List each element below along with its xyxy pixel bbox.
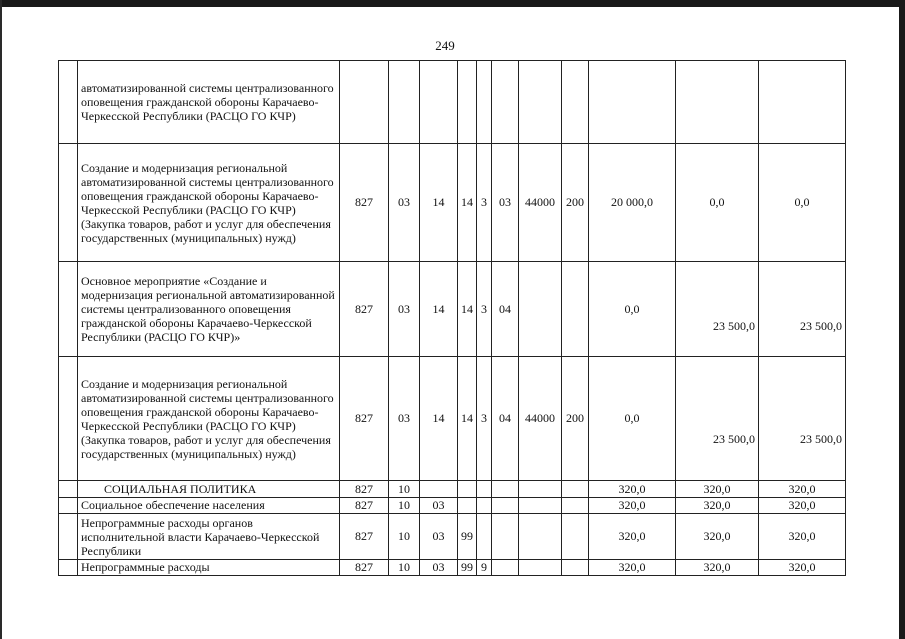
item-name: Создание и модернизация региональной автоматизированной системы централизованного оповещения гражданской обороны Карачаево-Черкесской Республики (РАСЦО ГО КЧР) (Закупка товаров, работ и услуг для обеспечения государственных (муниципальных) нужд)	[78, 357, 340, 481]
cell-sum-1: 0,0	[589, 262, 676, 357]
row-marker-cell	[59, 498, 78, 514]
scan-border-left	[0, 0, 10, 639]
cell-sum-3: 320,0	[759, 498, 846, 514]
cell-event	[492, 560, 519, 576]
cell-gr: 827	[340, 498, 389, 514]
item-name: СОЦИАЛЬНАЯ ПОЛИТИКА	[78, 481, 340, 498]
cell-pr: 14	[420, 357, 458, 481]
cell-sum-1	[589, 61, 676, 144]
cell-sum-1: 320,0	[589, 560, 676, 576]
cell-rz: 10	[389, 498, 420, 514]
cell-program: 99	[458, 514, 477, 560]
row-marker-cell	[59, 560, 78, 576]
item-name: Социальное обеспечение населения	[78, 498, 340, 514]
cell-subprogram	[477, 481, 492, 498]
cell-vr	[562, 481, 589, 498]
cell-sum-2: 0,0	[676, 144, 759, 262]
cell-vr: 200	[562, 357, 589, 481]
row-marker-cell	[59, 481, 78, 498]
cell-program: 14	[458, 262, 477, 357]
cell-rz: 03	[389, 144, 420, 262]
cell-subprogram: 9	[477, 560, 492, 576]
cell-sum-1: 0,0	[589, 357, 676, 481]
table-row	[59, 262, 846, 357]
cell-subprogram: 3	[477, 357, 492, 481]
cell-sum-2: 320,0	[676, 560, 759, 576]
cell-subprogram: 3	[477, 144, 492, 262]
cell-gr: 827	[340, 560, 389, 576]
cell-event	[492, 481, 519, 498]
row-marker-cell	[59, 61, 78, 144]
cell-event: 04	[492, 357, 519, 481]
cell-vr: 200	[562, 144, 589, 262]
budget-table	[58, 60, 846, 576]
cell-pr: 14	[420, 262, 458, 357]
cell-rz: 10	[389, 560, 420, 576]
cell-sum-3	[759, 61, 846, 144]
cell-vr	[562, 560, 589, 576]
cell-rz	[389, 61, 420, 144]
cell-sum-2: 320,0	[676, 481, 759, 498]
cell-sum-2: 320,0	[676, 514, 759, 560]
cell-gr	[340, 61, 389, 144]
cell-event: 04	[492, 262, 519, 357]
cell-event	[492, 61, 519, 144]
cell-vr	[562, 498, 589, 514]
row-marker-cell	[59, 144, 78, 262]
cell-pr: 14	[420, 144, 458, 262]
cell-sum-3: 320,0	[759, 514, 846, 560]
row-marker-cell	[59, 514, 78, 560]
cell-rz: 03	[389, 357, 420, 481]
cell-direction	[519, 498, 562, 514]
cell-sum-2: 23 500,0	[676, 262, 759, 357]
page-number: 249	[435, 38, 455, 53]
cell-pr: 03	[420, 560, 458, 576]
cell-direction	[519, 514, 562, 560]
cell-sum-3: 320,0	[759, 560, 846, 576]
cell-direction	[519, 560, 562, 576]
cell-sum-3: 23 500,0	[759, 357, 846, 481]
table-row	[59, 144, 846, 262]
cell-pr	[420, 481, 458, 498]
cell-sum-2: 320,0	[676, 498, 759, 514]
table-row	[59, 357, 846, 481]
cell-rz: 03	[389, 262, 420, 357]
cell-sum-1: 320,0	[589, 498, 676, 514]
cell-rz: 10	[389, 481, 420, 498]
cell-vr	[562, 514, 589, 560]
cell-subprogram: 3	[477, 262, 492, 357]
cell-sum-1: 20 000,0	[589, 144, 676, 262]
cell-sum-2: 23 500,0	[676, 357, 759, 481]
cell-gr: 827	[340, 262, 389, 357]
cell-program: 14	[458, 144, 477, 262]
table-row	[59, 481, 846, 498]
cell-event: 03	[492, 144, 519, 262]
cell-direction	[519, 262, 562, 357]
scan-border-right	[899, 0, 905, 639]
cell-gr: 827	[340, 514, 389, 560]
cell-rz: 10	[389, 514, 420, 560]
cell-vr	[562, 262, 589, 357]
table-row	[59, 61, 846, 144]
cell-sum-2	[676, 61, 759, 144]
cell-gr: 827	[340, 357, 389, 481]
table-row	[59, 514, 846, 560]
cell-pr	[420, 61, 458, 144]
cell-sum-1: 320,0	[589, 481, 676, 498]
cell-gr: 827	[340, 481, 389, 498]
cell-program	[458, 61, 477, 144]
item-name: Основное мероприятие «Создание и модернизация региональной автоматизированной системы централизованного оповещения гражданской обороны Карачаево-Черкесской Республики (РАСЦО ГО КЧР)»	[78, 262, 340, 357]
cell-subprogram	[477, 61, 492, 144]
scan-border-top	[0, 0, 905, 7]
cell-vr	[562, 61, 589, 144]
cell-sum-3: 320,0	[759, 481, 846, 498]
item-name: автоматизированной системы централизованного оповещения гражданской обороны Карачаево-Черкесской Республики (РАСЦО ГО КЧР)	[78, 61, 340, 144]
cell-direction: 44000	[519, 144, 562, 262]
cell-sum-1: 320,0	[589, 514, 676, 560]
cell-subprogram	[477, 498, 492, 514]
item-name: Создание и модернизация региональной автоматизированной системы централизованного оповещения гражданской обороны Карачаево-Черкесской Республики (РАСЦО ГО КЧР) (Закупка товаров, работ и услуг для обеспечения государственных (муниципальных) нужд)	[78, 144, 340, 262]
cell-program: 99	[458, 560, 477, 576]
cell-gr: 827	[340, 144, 389, 262]
cell-pr: 03	[420, 498, 458, 514]
cell-program	[458, 498, 477, 514]
cell-direction	[519, 481, 562, 498]
cell-direction	[519, 61, 562, 144]
row-marker-cell	[59, 357, 78, 481]
cell-subprogram	[477, 514, 492, 560]
cell-event	[492, 498, 519, 514]
cell-sum-3: 23 500,0	[759, 262, 846, 357]
cell-sum-3: 0,0	[759, 144, 846, 262]
item-name: Непрограммные расходы	[78, 560, 340, 576]
table-row	[59, 560, 846, 576]
item-name: Непрограммные расходы органов исполнительной власти Карачаево-Черкесской Республики	[78, 514, 340, 560]
cell-program: 14	[458, 357, 477, 481]
row-marker-cell	[59, 262, 78, 357]
table-row	[59, 498, 846, 514]
cell-pr: 03	[420, 514, 458, 560]
cell-event	[492, 514, 519, 560]
cell-direction: 44000	[519, 357, 562, 481]
cell-program	[458, 481, 477, 498]
